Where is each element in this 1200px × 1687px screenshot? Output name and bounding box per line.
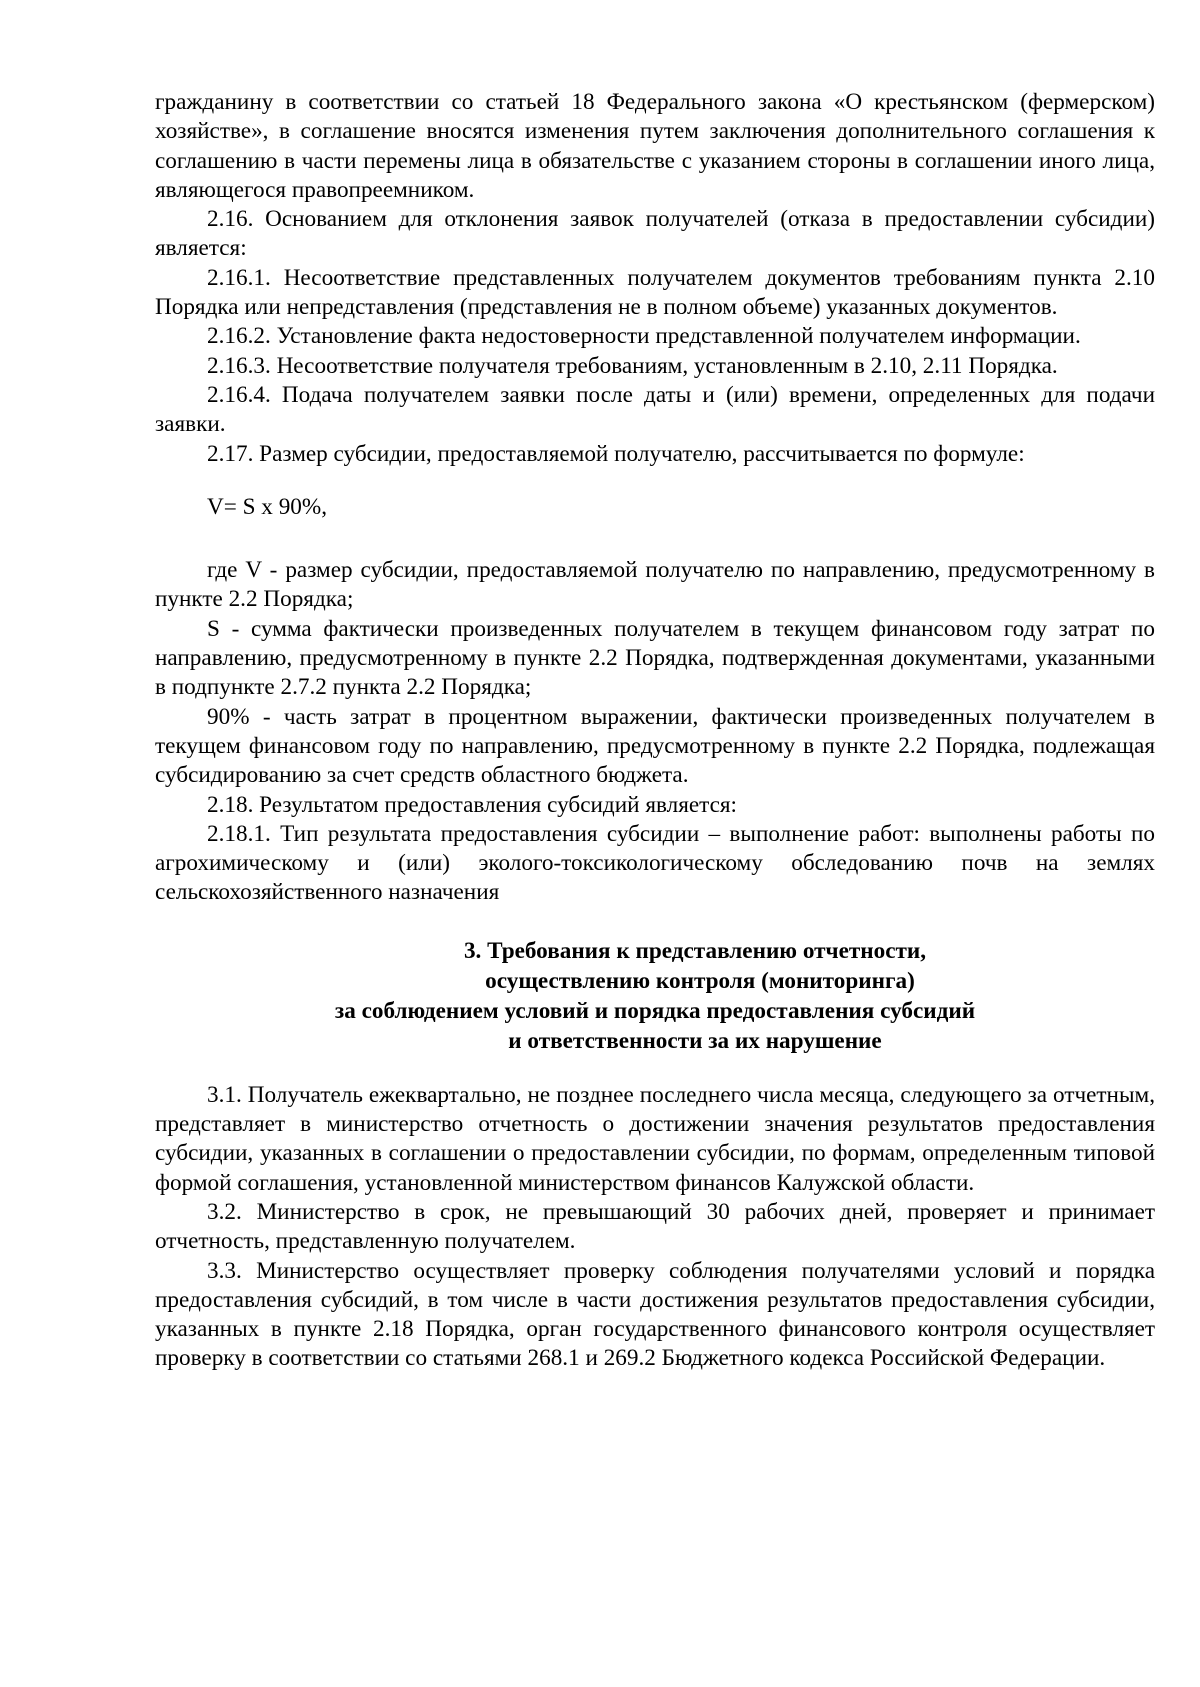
formula-definition-percent: 90% - часть затрат в процентном выражении, фактически произведенных получателем в текущем финансовом году по направлению, предусмотренному в пункте 2.2 Порядка, подлежащая субсидированию за счет средств областного бюджета. [155,703,1155,789]
document-page [155,88,1155,1374]
paragraph-2-16-4: 2.16.4. Подача получателем заявки после даты и (или) времени, определенных для подачи заявки. [155,381,1155,438]
section-3-heading-line-2: осуществлению контроля (мониторинга) [485,967,915,994]
section-3-heading [155,936,1155,1056]
subsidy-formula: V= S x 90%, [207,493,328,520]
paragraph-2-17: 2.17. Размер субсидии, предоставляемой получателю, рассчитывается по формуле: [207,440,1025,467]
paragraph-2-16-1: 2.16.1. Несоответствие представленных получателем документов требованиям пункта 2.10 Порядка или непредставления (представления не в полном объеме) указанных документов. [155,264,1155,321]
formula-definition-s: S - сумма фактически произведенных получателем в текущем финансовом году затрат по направлению, предусмотренному в пункте 2.2 Порядка, подтвержденная документами, указанными в подпункте 2.7.2 пункта 2.2 Порядка; [155,615,1155,701]
paragraph-3-3: 3.3. Министерство осуществляет проверку соблюдения получателями условий и порядка предоставления субсидий, в том числе в части достижения результатов предоставления субсидии, указанных в пункте 2.18 Порядка, орган государственного финансового контроля осуществляет проверку в соответствии со статьями 268.1 и 269.2 Бюджетного кодекса Российской Федерации. [155,1257,1155,1372]
paragraph-2-16-3: 2.16.3. Несоответствие получателя требованиям, установленным в 2.10, 2.11 Порядка. [207,352,1058,379]
section-3-heading-line-3: за соблюдением условий и порядка предоставления субсидий [334,997,976,1024]
section-3-heading-line-1: 3. Требования к представлению отчетности, [463,937,927,964]
paragraph-2-16-2: 2.16.2. Установление факта недостоверности представленной получателем информации. [207,323,1081,350]
paragraph-3-1: 3.1. Получатель ежеквартально, не позднее последнего числа месяца, следующего за отчетным, представляет в министерство отчетность о достижении значения результатов предоставления субсидии, указанных в соглашении о предоставлении субсидии, по формам, определенным типовой формой соглашения, установленной министерством финансов Калужской области. [155,1081,1155,1196]
section-3-heading-line-4: и ответственности за их нарушение [508,1027,882,1054]
paragraph-2-16: 2.16. Основанием для отклонения заявок получателей (отказа в предоставлении субсидии) является: [155,206,1155,262]
paragraph-2-18-1: 2.18.1. Тип результата предоставления субсидии – выполнение работ: выполнены работы по агрохимическому и (или) эколого-токсикологическому обследованию почв на землях сельскохозяйственного назначения [155,820,1155,906]
formula-definition-v: где V - размер субсидии, предоставляемой получателю по направлению, предусмотренному в пункте 2.2 Порядка; [155,557,1155,613]
paragraph-continuation: гражданину в соответствии со статьей 18 Федерального закона «О крестьянском (фермерском) хозяйстве», в соглашение вносятся изменения путем заключения дополнительного соглашения к соглашению в части перемены лица в обязательстве с указанием стороны в соглашении иного лица, являющегося правопреемником. [155,89,1155,203]
paragraph-3-2: 3.2. Министерство в срок, не превышающий 30 рабочих дней, проверяет и принимает отчетность, представленную получателем. [155,1198,1155,1255]
paragraph-2-18: 2.18. Результатом предоставления субсидий является: [207,791,737,818]
